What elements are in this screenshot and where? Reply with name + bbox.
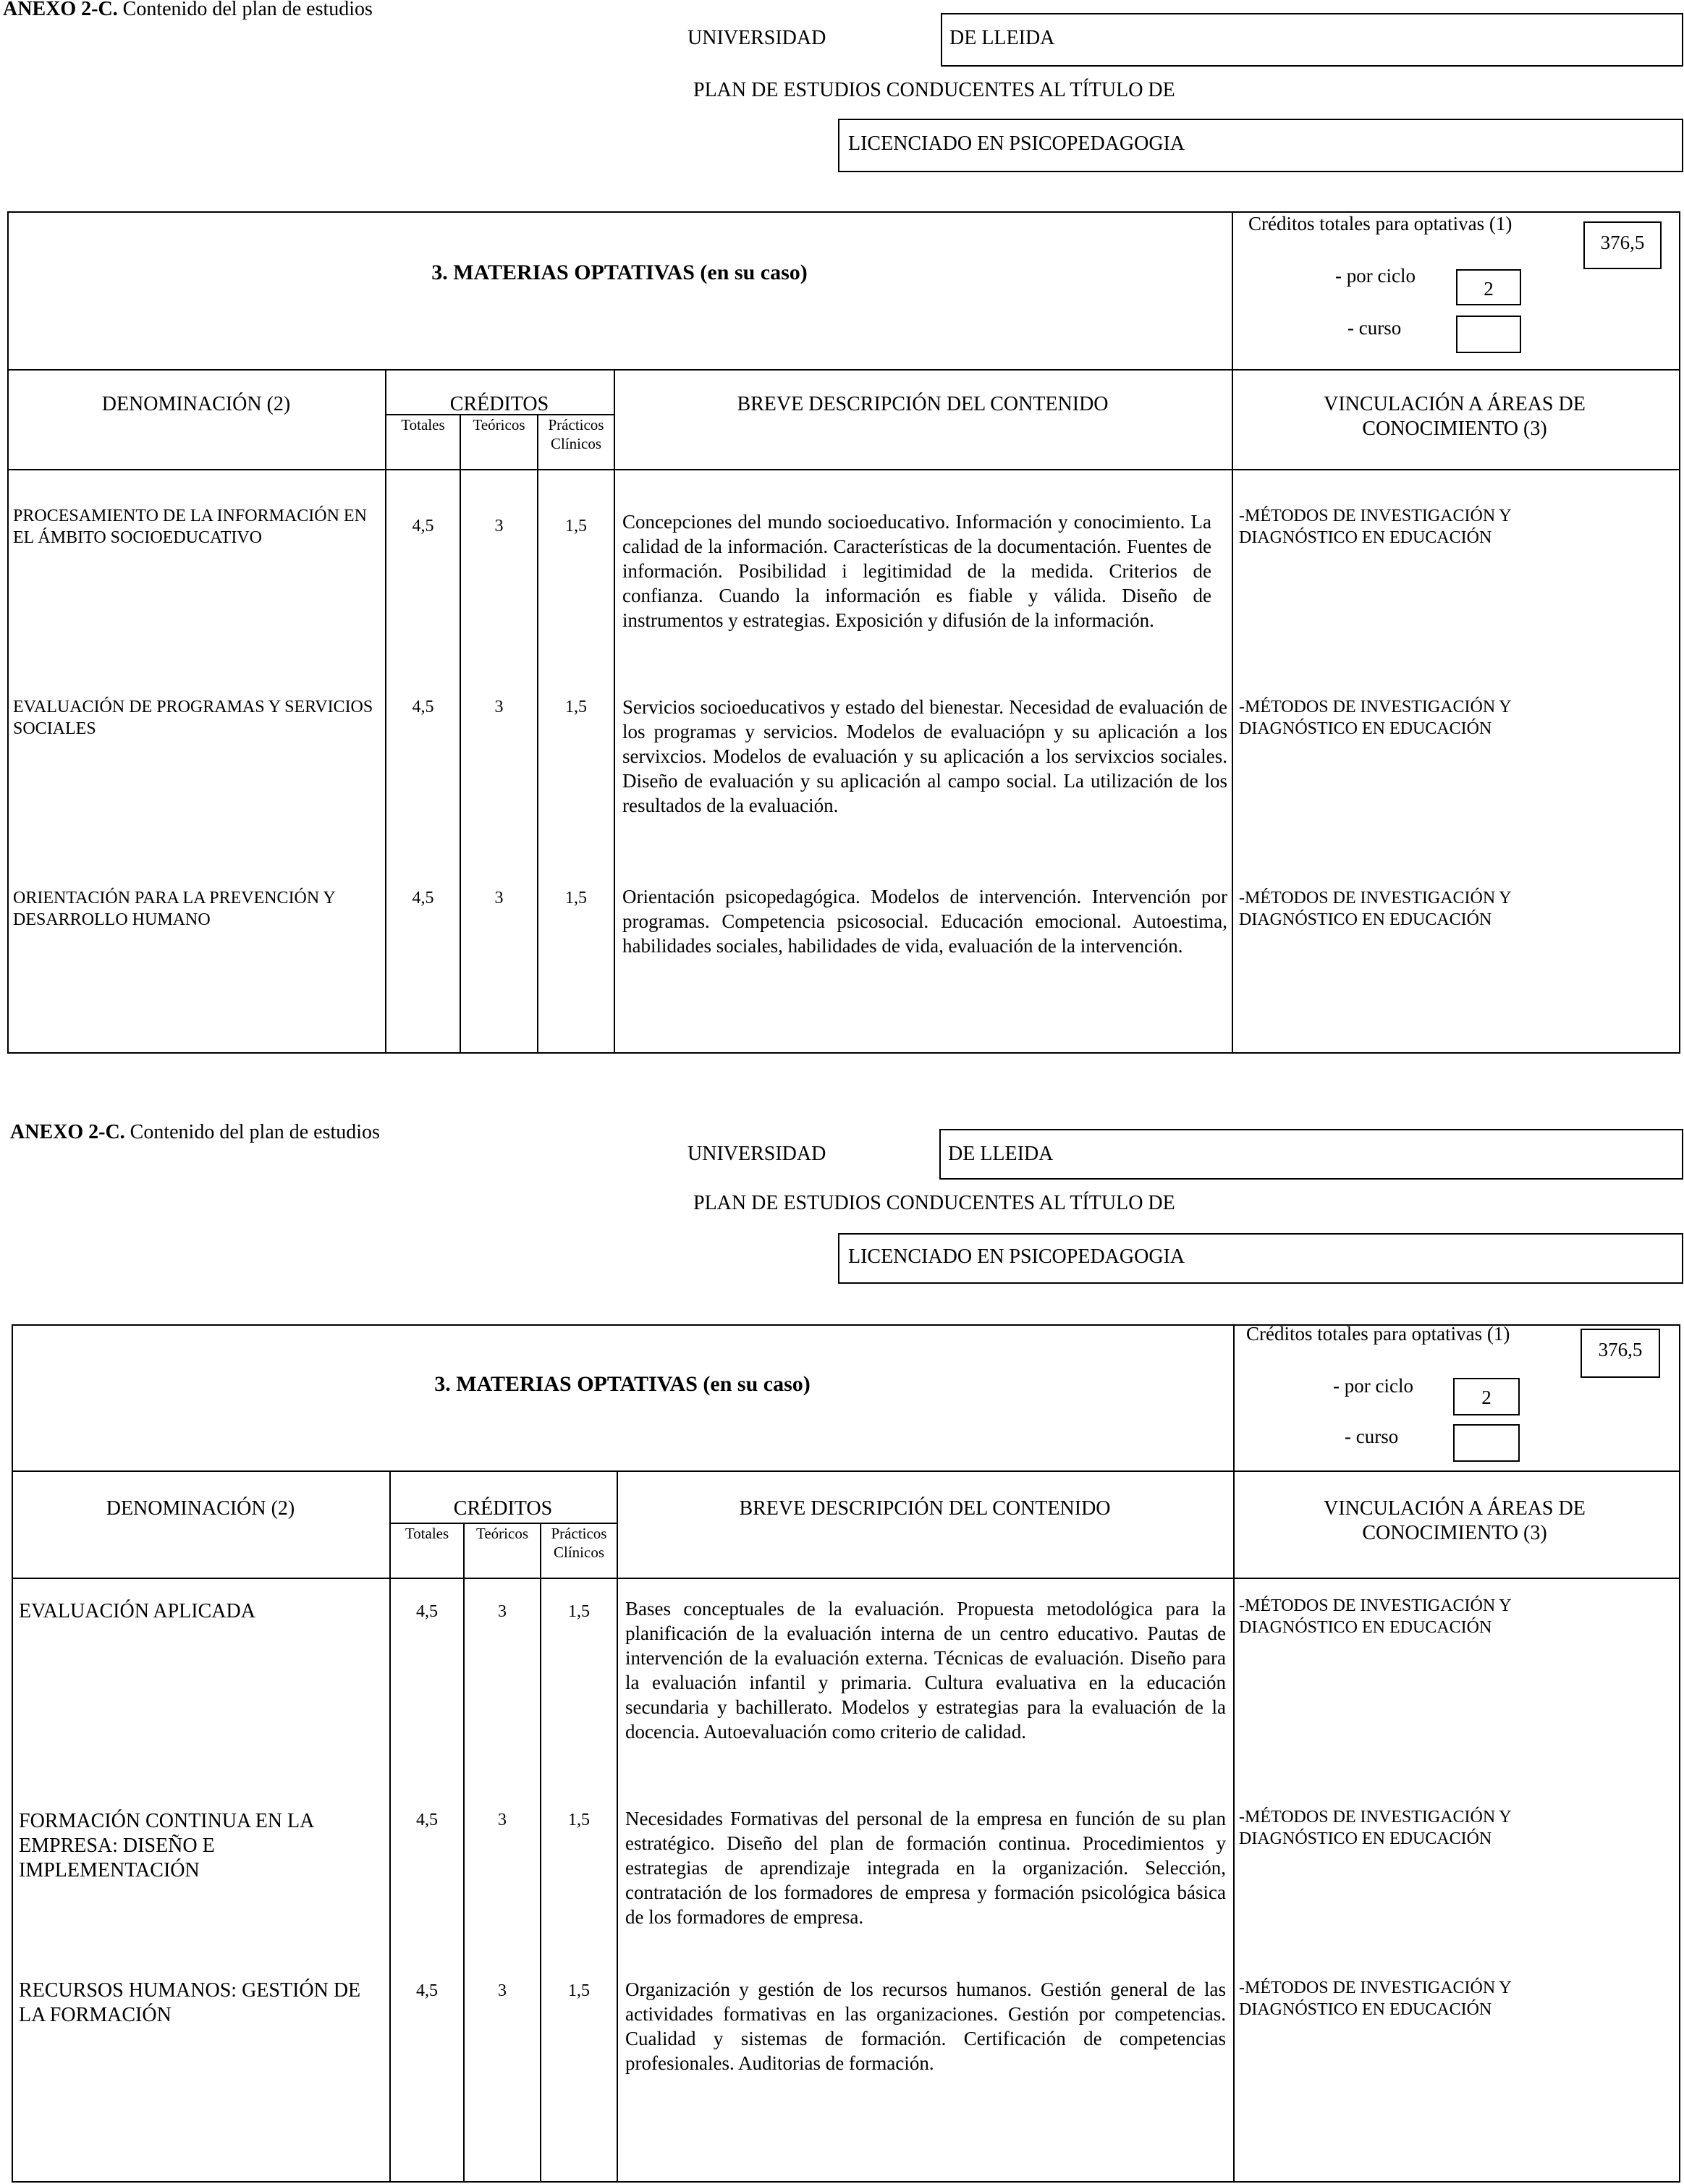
row-denominacion: RECURSOS HUMANOS: GESTIÓN DE LA FORMACIÓN bbox=[19, 1979, 361, 2026]
row-denominacion: ORIENTACIÓN PARA LA PREVENCIÓN Y DESARROLLO HUMANO bbox=[13, 889, 335, 929]
row-teoricos: 3 bbox=[494, 889, 504, 907]
row-vinculacion: -MÉTODOS DE INVESTIGACIÓN Y DIAGNÓSTICO EN EDUCACIÓN bbox=[1239, 507, 1511, 547]
row-totales: 4,5 bbox=[416, 1602, 438, 1621]
row-denominacion: PROCESAMIENTO DE LA INFORMACIÓN EN EL ÁMBITO SOCIOEDUCATIVO bbox=[13, 507, 367, 547]
section-title: 3. MATERIAS OPTATIVAS (en su caso) bbox=[434, 1372, 811, 1396]
titulo-field bbox=[838, 1233, 1683, 1284]
row-totales: 4,5 bbox=[416, 1811, 438, 1829]
row-descripcion: Organización y gestión de los recursos humanos. Gestión general de las actividades formativas en las organizaciones. Gestión por competencias. Cualidad y sistemas de formación. Certificación de competencias profesionales. Auditorias de formación. bbox=[625, 1978, 1226, 2074]
row-teoricos: 3 bbox=[498, 1602, 507, 1621]
creditos-totales-label: Créditos totales para optativas (1) bbox=[1248, 213, 1512, 234]
col-divider-4 bbox=[614, 369, 615, 1054]
row-descripcion: Concepciones del mundo socioeducativo. Información y conocimiento. La calidad de la información. Características de la documentación. Fuentes de información. Posibilidad i legitimidad de la medida. Criterios de confianza. Cuando la información es fiable y válida. Diseño de instrumentos y estrategias. Exposición y difusión de la información. bbox=[622, 511, 1211, 631]
header-descripcion: BREVE DESCRIPCIÓN DEL CONTENIDO bbox=[737, 393, 1109, 415]
creditos-totales-label: Créditos totales para optativas (1) bbox=[1246, 1323, 1510, 1345]
curso-label: - curso bbox=[1347, 317, 1402, 339]
row-descripcion: Bases conceptuales de la evaluación. Propuesta metodológica para la planificación de la evaluación interna de un centro educativo. Pautas de intervención de la evaluación externa. Técnicas de evaluación. Diseño para la evaluación infantil y primaria. Cultura evaluativa en la educación secundaria y bachillerato. Modelos y estrategias para la evaluación de la docencia. Autoevaluación como criterio de calidad. bbox=[625, 1598, 1226, 1743]
row-teoricos: 3 bbox=[494, 517, 504, 536]
col-divider-2 bbox=[460, 414, 461, 1054]
row-totales: 4,5 bbox=[412, 517, 434, 536]
row-descripcion: Servicios socioeducativos y estado del bienestar. Necesidad de evaluación de los programas y servicios. Modelos de evaluaciópn y su aplicación a los servixcios. Modelos de evaluación y su aplicación a los servixcios sociales. Diseño de evaluación y su aplicación al campo social. La utilización de los resultados de la evaluación. bbox=[622, 696, 1227, 816]
header-totales: Totales bbox=[401, 416, 445, 433]
col-divider-vinculacion bbox=[1233, 1324, 1235, 2183]
por-ciclo-label: - por ciclo bbox=[1335, 265, 1416, 287]
column-header-divider bbox=[7, 469, 1680, 470]
universidad-label: UNIVERSIDAD bbox=[687, 27, 826, 49]
row-vinculacion: -MÉTODOS DE INVESTIGACIÓN Y DIAGNÓSTICO EN EDUCACIÓN bbox=[1239, 698, 1511, 738]
header-practicos: Prácticos Clínicos bbox=[548, 416, 604, 452]
creditos-totales-box bbox=[1583, 221, 1662, 269]
por-ciclo-value: 2 bbox=[1481, 1387, 1492, 1408]
titulo-field bbox=[838, 119, 1683, 172]
header-divider bbox=[12, 1470, 1680, 1472]
col-divider-4 bbox=[617, 1470, 618, 2183]
curso-box bbox=[1453, 1424, 1520, 1462]
header-vinculacion: VINCULACIÓN A ÁREAS DE CONOCIMIENTO (3) bbox=[1324, 1497, 1586, 1544]
row-teoricos: 3 bbox=[498, 1981, 507, 2000]
row-vinculacion: -MÉTODOS DE INVESTIGACIÓN Y DIAGNÓSTICO EN EDUCACIÓN bbox=[1239, 1808, 1511, 1848]
titulo-value: LICENCIADO EN PSICOPEDAGOGIA bbox=[848, 132, 1185, 155]
por-ciclo-value: 2 bbox=[1484, 278, 1494, 300]
row-descripcion: Orientación psicopedagógica. Modelos de intervención. Intervención por programas. Competencia psicosocial. Educación emocional. Autoestima, habilidades sociales, habilidades de vida, evaluación de la intervención. bbox=[622, 886, 1227, 957]
header-teoricos: Teóricos bbox=[473, 416, 525, 433]
plan-label: PLAN DE ESTUDIOS CONDUCENTES AL TÍTULO DE bbox=[693, 1192, 1175, 1214]
row-descripcion: Necesidades Formativas del personal de la empresa en función de su plan estratégico. Diseño del plan de formación continua. Procedimientos y estrategias de aprendizaje integrada en la organización. Selección, contratación de los formadores de empresa y formación psicológica básica de los formadores de empresa. bbox=[625, 1808, 1226, 1928]
por-ciclo-label: - por ciclo bbox=[1333, 1375, 1413, 1397]
row-vinculacion: -MÉTODOS DE INVESTIGACIÓN Y DIAGNÓSTICO EN EDUCACIÓN bbox=[1239, 889, 1511, 929]
universidad-field bbox=[939, 1129, 1683, 1180]
row-denominacion: FORMACIÓN CONTINUA EN LA EMPRESA: DISEÑO E IMPLEMENTACIÓN bbox=[19, 1810, 313, 1882]
row-practicos: 1,5 bbox=[568, 1602, 590, 1621]
row-denominacion: EVALUACIÓN APLICADA bbox=[19, 1600, 255, 1622]
row-teoricos: 3 bbox=[494, 698, 504, 716]
universidad-label: UNIVERSIDAD bbox=[687, 1143, 826, 1165]
row-practicos: 1,5 bbox=[565, 517, 587, 536]
universidad-value: DE LLEIDA bbox=[948, 1143, 1054, 1165]
row-totales: 4,5 bbox=[412, 698, 434, 716]
header-descripcion: BREVE DESCRIPCIÓN DEL CONTENIDO bbox=[739, 1497, 1111, 1520]
header-vinculacion: VINCULACIÓN A ÁREAS DE CONOCIMIENTO (3) bbox=[1324, 393, 1586, 440]
section-title: 3. MATERIAS OPTATIVAS (en su caso) bbox=[431, 261, 808, 284]
header-teoricos: Teóricos bbox=[475, 1525, 528, 1542]
plan-label: PLAN DE ESTUDIOS CONDUCENTES AL TÍTULO DE bbox=[693, 79, 1175, 101]
universidad-value: DE LLEIDA bbox=[949, 27, 1055, 49]
annex-title: ANEXO 2-C. Contenido del plan de estudios bbox=[3, 0, 373, 20]
row-vinculacion: -MÉTODOS DE INVESTIGACIÓN Y DIAGNÓSTICO EN EDUCACIÓN bbox=[1239, 1978, 1511, 2019]
row-totales: 4,5 bbox=[416, 1981, 438, 2000]
row-practicos: 1,5 bbox=[568, 1811, 590, 1829]
header-totales: Totales bbox=[405, 1525, 449, 1542]
header-denominacion: DENOMINACIÓN (2) bbox=[106, 1497, 295, 1520]
row-practicos: 1,5 bbox=[565, 889, 587, 907]
header-creditos: CRÉDITOS bbox=[449, 393, 549, 415]
creditos-totales-box bbox=[1581, 1329, 1660, 1378]
annex-title: ANEXO 2-C. Contenido del plan de estudios bbox=[10, 1121, 380, 1143]
row-practicos: 1,5 bbox=[565, 698, 587, 716]
header-creditos: CRÉDITOS bbox=[453, 1497, 553, 1520]
header-divider bbox=[7, 369, 1680, 371]
column-header-divider bbox=[12, 1578, 1680, 1579]
header-denominacion: DENOMINACIÓN (2) bbox=[101, 393, 291, 415]
header-practicos: Prácticos Clínicos bbox=[551, 1525, 607, 1561]
row-practicos: 1,5 bbox=[568, 1981, 590, 2000]
titulo-value: LICENCIADO EN PSICOPEDAGOGIA bbox=[848, 1245, 1185, 1268]
row-teoricos: 3 bbox=[498, 1811, 507, 1829]
curso-box bbox=[1456, 316, 1521, 353]
creditos-totales-value: 376,5 bbox=[1600, 232, 1645, 253]
row-vinculacion: -MÉTODOS DE INVESTIGACIÓN Y DIAGNÓSTICO EN EDUCACIÓN bbox=[1239, 1596, 1511, 1637]
por-ciclo-box bbox=[1456, 269, 1521, 305]
creditos-totales-value: 376,5 bbox=[1598, 1339, 1643, 1360]
row-denominacion: EVALUACIÓN DE PROGRAMAS Y SERVICIOS SOCIALES bbox=[13, 698, 373, 738]
col-divider-vinculacion bbox=[1232, 211, 1233, 1054]
universidad-field bbox=[941, 13, 1683, 67]
row-totales: 4,5 bbox=[412, 889, 434, 907]
por-ciclo-box bbox=[1453, 1378, 1520, 1415]
curso-label: - curso bbox=[1345, 1426, 1399, 1447]
col-divider-3 bbox=[537, 414, 538, 1054]
